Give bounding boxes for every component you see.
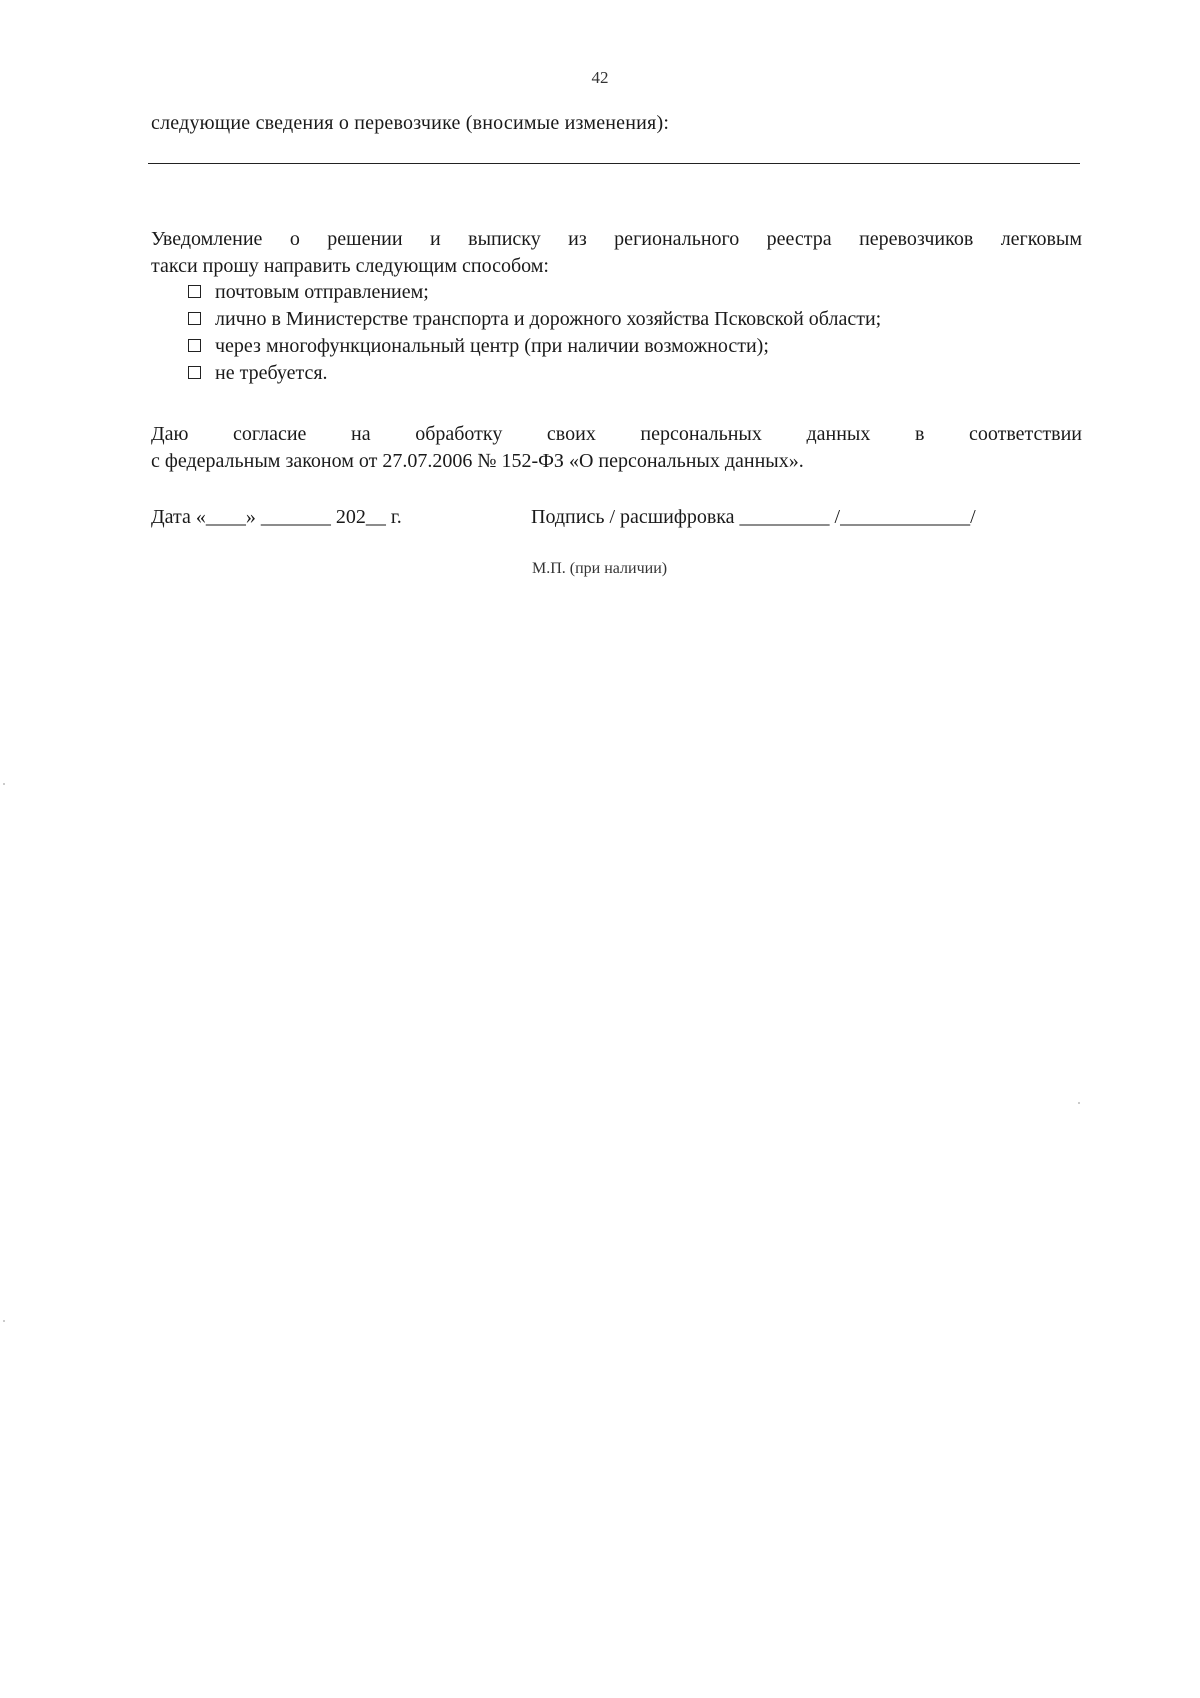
consent-line-1: Даю согласие на обработку своих персональных данных в соответствии xyxy=(151,423,1082,445)
checkbox-icon[interactable] xyxy=(188,312,201,325)
checkbox-icon[interactable] xyxy=(188,366,201,379)
delivery-option-mfc xyxy=(188,333,881,360)
option-label: лично в Министерстве транспорта и дорожного хозяйства Псковской области; xyxy=(215,308,882,330)
fill-in-line xyxy=(148,163,1080,164)
page-number: 42 xyxy=(591,68,609,87)
delivery-option-mail xyxy=(188,279,881,306)
delivery-option-in-person xyxy=(188,306,881,333)
scan-speck xyxy=(3,783,5,785)
delivery-options-list xyxy=(188,279,881,387)
option-label: не требуется. xyxy=(215,362,328,384)
signature-field[interactable]: Подпись / расшифровка _________ /_____________/ xyxy=(531,506,976,528)
scan-speck xyxy=(1078,1102,1080,1104)
checkbox-icon[interactable] xyxy=(188,339,201,352)
date-field[interactable]: Дата «____» _______ 202__ г. xyxy=(151,506,402,528)
checkbox-icon[interactable] xyxy=(188,285,201,298)
consent-paragraph xyxy=(151,421,1082,475)
scan-speck xyxy=(3,1320,5,1322)
consent-line-2: с федеральным законом от 27.07.2006 № 152-ФЗ «О персональных данных». xyxy=(151,450,804,472)
option-label: через многофункциональный центр (при наличии возможности); xyxy=(215,335,769,357)
option-label: почтовым отправлением; xyxy=(215,281,429,303)
stamp-note: М.П. (при наличии) xyxy=(532,560,668,577)
notification-paragraph xyxy=(151,226,1082,280)
notification-line-2: такси прошу направить следующим способом: xyxy=(151,255,549,277)
intro-line: следующие сведения о перевозчике (вносимые изменения): xyxy=(151,112,670,134)
delivery-option-not-required xyxy=(188,360,881,387)
notification-line-1: Уведомление о решении и выписку из регионального реестра перевозчиков легковым xyxy=(151,228,1082,250)
signature-row xyxy=(151,506,1082,536)
